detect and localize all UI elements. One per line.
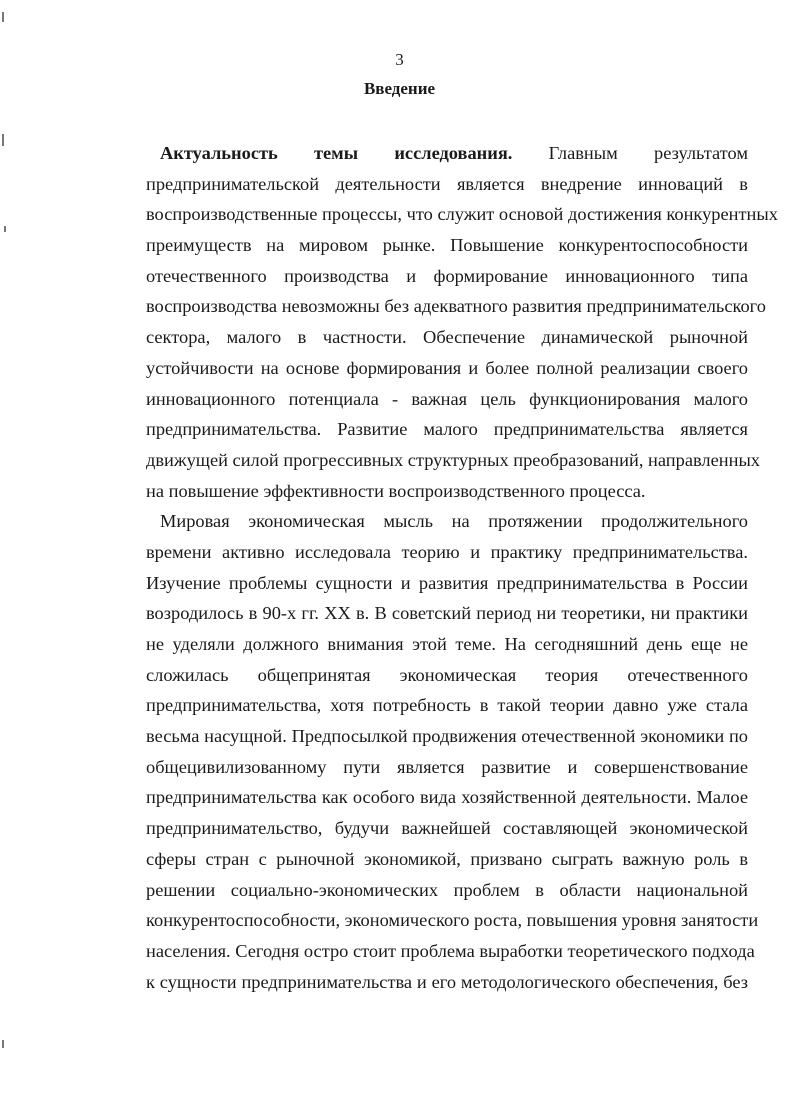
- text-line: к сущности предпринимательства и его методологического обеспечения, без: [146, 971, 748, 992]
- text-line: сектора, малого в частности. Обеспечение динамической рыночной: [146, 327, 748, 348]
- text-line: [146, 138, 748, 169]
- text-line: возродилось в 90-х гг. XX в. В советский период ни теоретики, ни практики: [146, 603, 748, 624]
- text-line: общецивилизованному пути является развитие и совершенствование: [146, 756, 748, 777]
- text-line: воспроизводства невозможны без адекватного развития предпринимательского: [146, 296, 766, 317]
- scan-speck: [4, 226, 6, 232]
- text-line: сложилась общепринятая экономическая теория отечественного: [146, 664, 748, 685]
- scan-speck: [2, 1040, 4, 1048]
- text-line: отечественного производства и формирование инновационного типа: [146, 265, 748, 286]
- text-line: инновационного потенциала - важная цель функционирования малого: [146, 388, 748, 409]
- text-line: предпринимательства как особого вида хозяйственной деятельности. Малое: [146, 787, 748, 808]
- text-line: не уделяли должного внимания этой теме. На сегодняшний день еще не: [146, 634, 748, 654]
- text-line: Изучение проблемы сущности и развития предпринимательства в России: [146, 572, 748, 593]
- text-line: весьма насущной. Предпосылкой продвижения отечественной экономики по: [146, 726, 748, 747]
- lead-word: исследования.: [394, 143, 513, 163]
- text-line: предпринимательской деятельности является внедрение инноваций в: [146, 173, 748, 194]
- section-title: Введение: [363, 79, 436, 98]
- scan-speck: [2, 12, 4, 22]
- text-line: преимуществ на мировом рынке. Повышение конкурентоспособности: [146, 235, 748, 256]
- paragraph-relevance: [146, 138, 778, 506]
- text-line: устойчивости на основе формирования и более полной реализации своего: [146, 357, 748, 378]
- text-line: конкурентоспособности, экономического роста, повышения уровня занятости: [146, 910, 759, 931]
- scan-speck: [2, 134, 4, 146]
- text-line: времени активно исследовала теорию и практику предпринимательства.: [146, 541, 748, 562]
- text-line: предпринимательство, будучи важнейшей составляющей экономической: [146, 818, 748, 839]
- text-line: движущей силой прогрессивных структурных преобразований, направленных: [146, 449, 761, 470]
- lead-word: Актуальность: [160, 143, 278, 163]
- lead-word: темы: [313, 143, 359, 163]
- text-line: воспроизводственные процессы, что служит основой достижения конкурентных: [146, 204, 778, 225]
- text-line: предпринимательства, хотя потребность в такой теории давно уже стала: [146, 695, 748, 716]
- paragraph-world-thought: [146, 506, 759, 997]
- page-number: 3: [395, 50, 404, 69]
- text-word: Главным: [548, 143, 618, 163]
- text-line: Мировая экономическая мысль на протяжении продолжительного: [160, 511, 748, 532]
- text-word: результатом: [654, 143, 748, 163]
- text-line: решении социально-экономических проблем в области национальной: [146, 879, 748, 900]
- body-text: [146, 138, 778, 997]
- text-line: сферы стран с рыночной экономикой, призвано сыграть важную роль в: [146, 848, 748, 869]
- text-line: предпринимательства. Развитие малого предпринимательства является: [146, 419, 748, 440]
- text-line: на повышение эффективности воспроизводственного процесса.: [146, 480, 646, 501]
- text-line: населения. Сегодня остро стоит проблема выработки теоретического подхода: [146, 940, 755, 961]
